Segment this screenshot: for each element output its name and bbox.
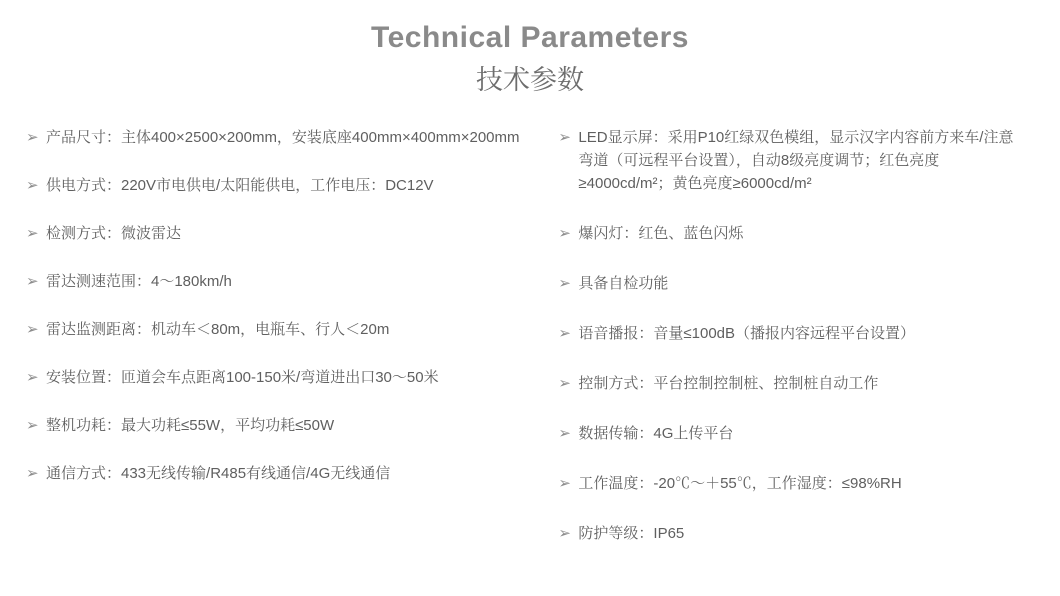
list-item-text: 通信方式：433无线传输/R485有线通信/4G无线通信 (46, 465, 391, 482)
parameters-column-right (540, 126, 1026, 572)
list-item-text: 雷达测速范围：4～180km/h (46, 273, 232, 290)
list-item (558, 522, 1026, 545)
list-item-text: 语音播报：音量≤100dB（播报内容远程平台设置） (578, 325, 916, 342)
parameters-column-left (26, 126, 540, 572)
arrow-bullet-icon: ➢ (558, 224, 571, 242)
page-title-english: Technical Parameters (371, 21, 689, 54)
list-item-text: 爆闪灯：红色、蓝色闪烁 (578, 225, 744, 242)
arrow-bullet-icon: ➢ (558, 524, 571, 542)
arrow-bullet-icon: ➢ (26, 464, 39, 482)
arrow-bullet-icon: ➢ (558, 274, 571, 292)
list-item-text: 具备自检功能 (578, 275, 669, 292)
list-item (26, 366, 532, 389)
list-item (26, 222, 532, 245)
arrow-bullet-icon: ➢ (558, 474, 571, 492)
list-item (558, 222, 1026, 245)
list-item-text: 供电方式：220V市电供电/太阳能供电，工作电压：DC12V (46, 177, 434, 194)
arrow-bullet-icon: ➢ (26, 128, 39, 146)
list-item (26, 414, 532, 437)
list-item-text: 产品尺寸：主体400×2500×200mm，安装底座400mm×400mm×200mm (46, 129, 520, 146)
list-item (26, 174, 532, 197)
list-item (26, 462, 532, 485)
list-item (558, 322, 1026, 345)
list-item (558, 126, 1026, 195)
arrow-bullet-icon: ➢ (26, 368, 39, 386)
arrow-bullet-icon: ➢ (26, 272, 39, 290)
list-item (558, 372, 1026, 395)
list-item (558, 422, 1026, 445)
arrow-bullet-icon: ➢ (26, 416, 39, 434)
list-item-text: 雷达监测距离：机动车＜80m，电瓶车、行人＜20m (46, 321, 390, 338)
list-item-text: 数据传输：4G上传平台 (578, 425, 734, 442)
list-item (558, 272, 1026, 295)
page-title-chinese: 技术参数 (476, 65, 584, 95)
arrow-bullet-icon: ➢ (26, 320, 39, 338)
arrow-bullet-icon: ➢ (558, 128, 571, 146)
arrow-bullet-icon: ➢ (26, 224, 39, 242)
arrow-bullet-icon: ➢ (558, 374, 571, 392)
list-item-text: 整机功耗：最大功耗≤55W，平均功耗≤50W (46, 417, 335, 434)
list-item-text: 工作温度：-20℃～＋55℃，工作湿度：≤98%RH (578, 475, 902, 492)
parameters-columns (0, 126, 1060, 572)
list-item-text: 检测方式：微波雷达 (46, 225, 182, 242)
list-item-text: 安装位置：匝道会车点距离100-150米/弯道进出口30～50米 (46, 369, 439, 386)
arrow-bullet-icon: ➢ (558, 324, 571, 342)
list-item (26, 318, 532, 341)
arrow-bullet-icon: ➢ (26, 176, 39, 194)
list-item (26, 126, 532, 149)
page-header (0, 0, 1060, 100)
arrow-bullet-icon: ➢ (558, 424, 571, 442)
list-item-text: LED显示屏：采用P10红绿双色模组，显示汉字内容前方来车/注意弯道（可远程平台设置），自动8级亮度调节；红色亮度≥4000cd/m²；黄色亮度≥6000cd/m² (578, 129, 1014, 192)
list-item-text: 控制方式：平台控制控制桩、控制桩自动工作 (578, 375, 879, 392)
list-item (558, 472, 1026, 495)
list-item-text: 防护等级：IP65 (578, 525, 685, 542)
list-item (26, 270, 532, 293)
